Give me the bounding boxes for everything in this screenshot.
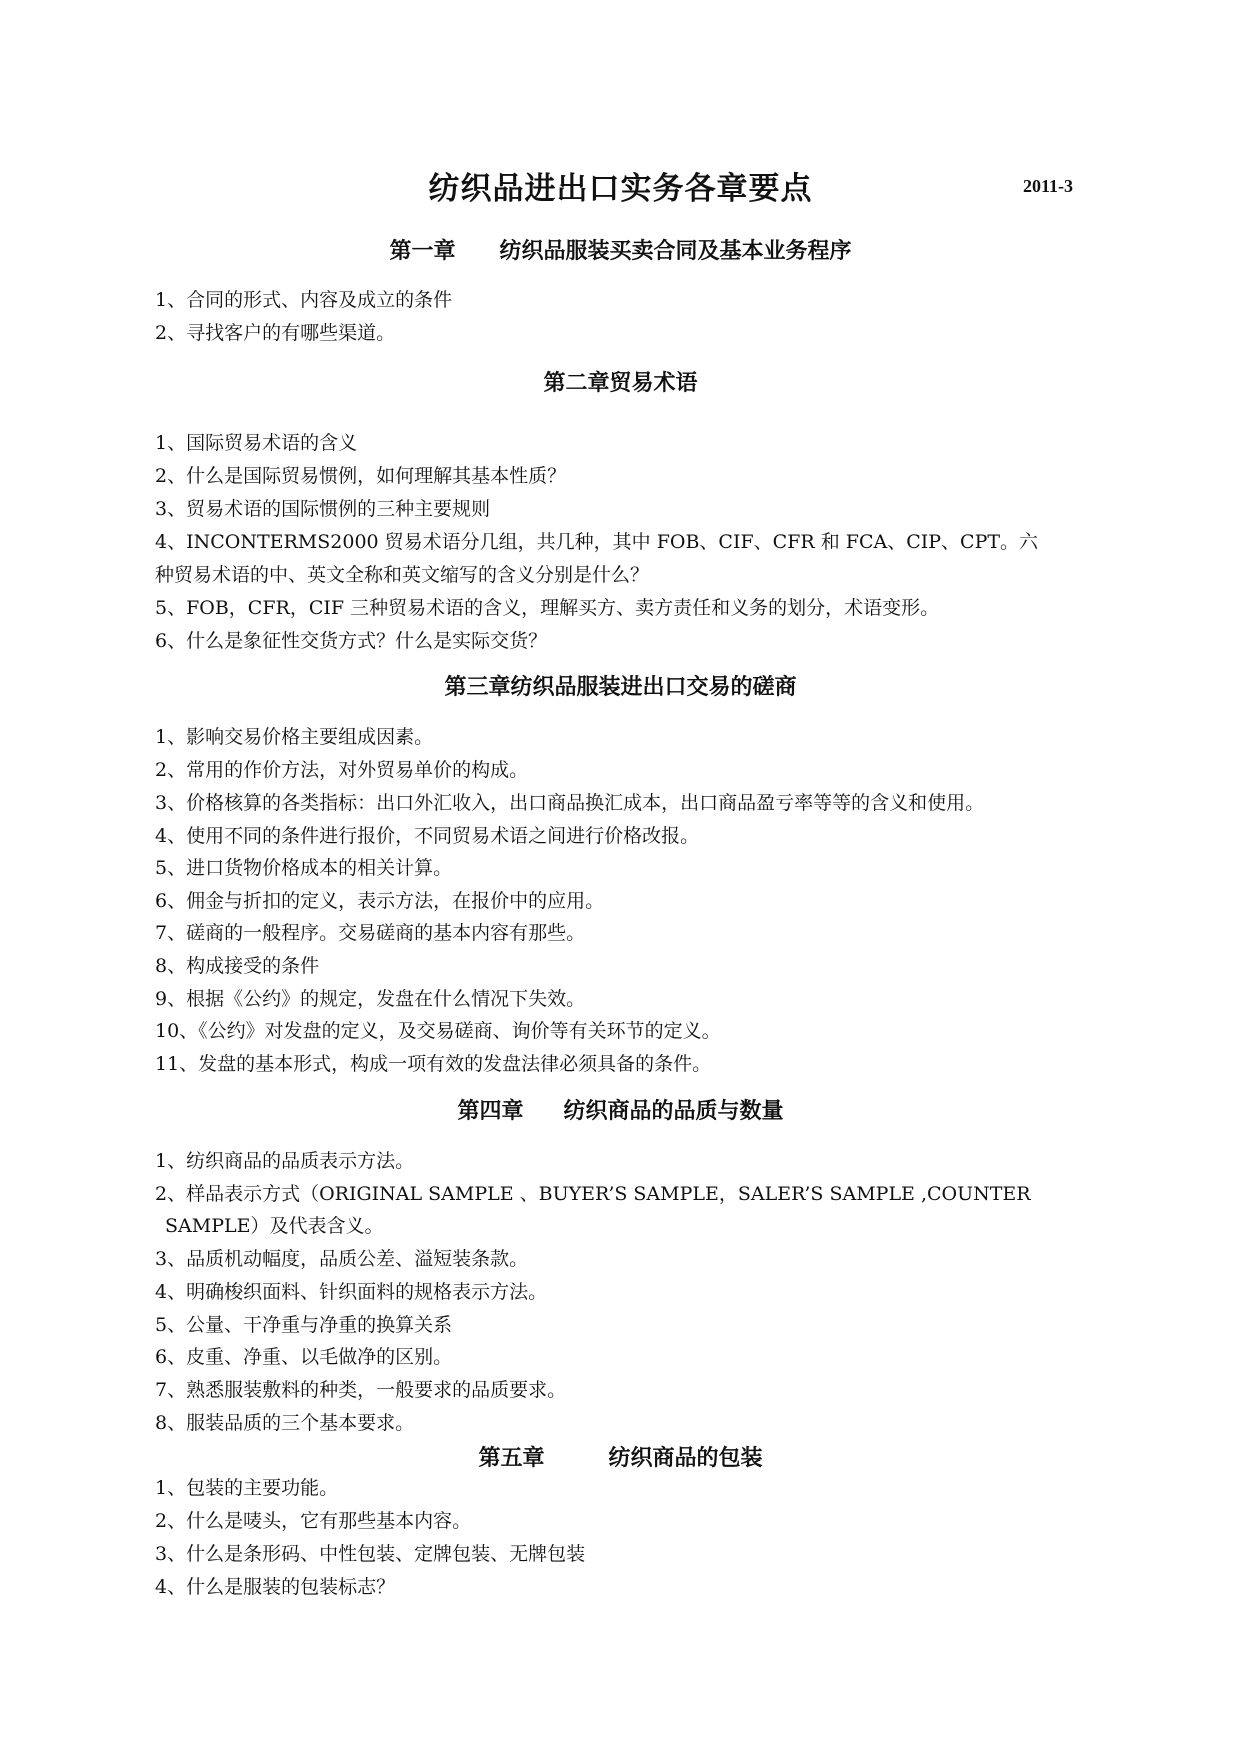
chapter-number: 第五章 (478, 1445, 545, 1471)
list-item: 1、国际贸易术语的含义 (155, 432, 358, 454)
chapter-number: 第一章 (389, 238, 456, 264)
list-item: 4、INCONTERMS2000 贸易术语分几组，共几种，其中 FOB、CIF、CFR 和 FCA、CIP、CPT。六 (155, 531, 1039, 553)
chapter-name: 纺织品服装买卖合同及基本业务程序 (499, 238, 852, 264)
list-item: 2、什么是唛头，它有那些基本内容。 (155, 1510, 472, 1532)
list-item: 7、磋商的一般程序。交易磋商的基本内容有那些。 (155, 922, 586, 944)
list-item: 1、影响交易价格主要组成因素。 (155, 726, 434, 748)
list-item: 2、常用的作价方法，对外贸易单价的构成。 (155, 759, 529, 781)
list-item: 6、什么是象征性交货方式？什么是实际交货？ (155, 630, 548, 652)
chapter-1-heading (0, 234, 1241, 265)
list-item: 10、《公约》对发盘的定义，及交易磋商、询价等有关环节的定义。 (155, 1020, 721, 1042)
list-item: 3、价格核算的各类指标：出口外汇收入，出口商品换汇成本，出口商品盈亏率等等的含义和使用。 (155, 792, 985, 814)
list-item: 6、皮重、净重、以毛做净的区别。 (155, 1346, 453, 1368)
chapter-name: 纺织商品的包装 (608, 1445, 763, 1471)
chapter-number: 第二章 (543, 370, 610, 396)
list-item: 5、进口货物价格成本的相关计算。 (155, 857, 453, 879)
list-item: 3、品质机动幅度，品质公差、溢短装条款。 (155, 1248, 529, 1270)
list-item: 3、贸易术语的国际惯例的三种主要规则 (155, 498, 491, 520)
chapter-number: 第三章 (444, 674, 511, 700)
list-item: 6、佣金与折扣的定义，表示方法，在报价中的应用。 (155, 890, 605, 912)
chapter-name: 贸易术语 (609, 370, 698, 396)
chapter-5-heading (0, 1441, 1241, 1472)
chapter-3-heading (0, 670, 1241, 701)
chapter-name: 纺织品服装进出口交易的磋商 (510, 674, 797, 700)
list-item: 11、发盘的基本形式，构成一项有效的发盘法律必须具备的条件。 (155, 1053, 712, 1075)
chapter-name: 纺织商品的品质与数量 (563, 1098, 784, 1124)
list-item: 3、什么是条形码、中性包装、定牌包装、无牌包装 (155, 1543, 586, 1565)
list-item: 4、什么是服装的包装标志？ (155, 1576, 396, 1598)
list-item: 4、使用不同的条件进行报价，不同贸易术语之间进行价格改报。 (155, 825, 700, 847)
list-item: 1、纺织商品的品质表示方法。 (155, 1150, 415, 1172)
list-item: 4、明确梭织面料、针织面料的规格表示方法。 (155, 1281, 548, 1303)
list-item: 2、样品表示方式（ORIGINAL SAMPLE 、BUYER’S SAMPLE，SALER’S SAMPLE ,COUNTER (155, 1183, 1031, 1205)
list-item: 1、包装的主要功能。 (155, 1477, 339, 1499)
list-item: 2、寻找客户的有哪些渠道。 (155, 322, 396, 344)
document-date: 2011-3 (1023, 176, 1074, 196)
list-item-continuation: SAMPLE）及代表含义。 (165, 1215, 384, 1237)
chapter-number: 第四章 (457, 1098, 524, 1124)
list-item: 5、FOB，CFR，CIF 三种贸易术语的含义，理解买方、卖方责任和义务的划分，术语变形。 (155, 597, 940, 619)
chapter-2-heading (0, 366, 1241, 397)
list-item: 5、公量、干净重与净重的换算关系 (155, 1314, 453, 1336)
list-item: 1、合同的形式、内容及成立的条件 (155, 289, 453, 311)
list-item: 7、熟悉服装敷料的种类，一般要求的品质要求。 (155, 1379, 567, 1401)
chapter-4-heading (0, 1094, 1241, 1125)
list-item: 8、服装品质的三个基本要求。 (155, 1412, 415, 1434)
document-title: 纺织品进出口实务各章要点 (428, 171, 813, 207)
list-item: 8、构成接受的条件 (155, 955, 320, 977)
list-item: 9、根据《公约》的规定，发盘在什么情况下失效。 (155, 988, 586, 1010)
list-item: 2、什么是国际贸易惯例，如何理解其基本性质？ (155, 465, 567, 487)
list-item-continuation: 种贸易术语的中、英文全称和英文缩写的含义分别是什么？ (155, 564, 650, 586)
